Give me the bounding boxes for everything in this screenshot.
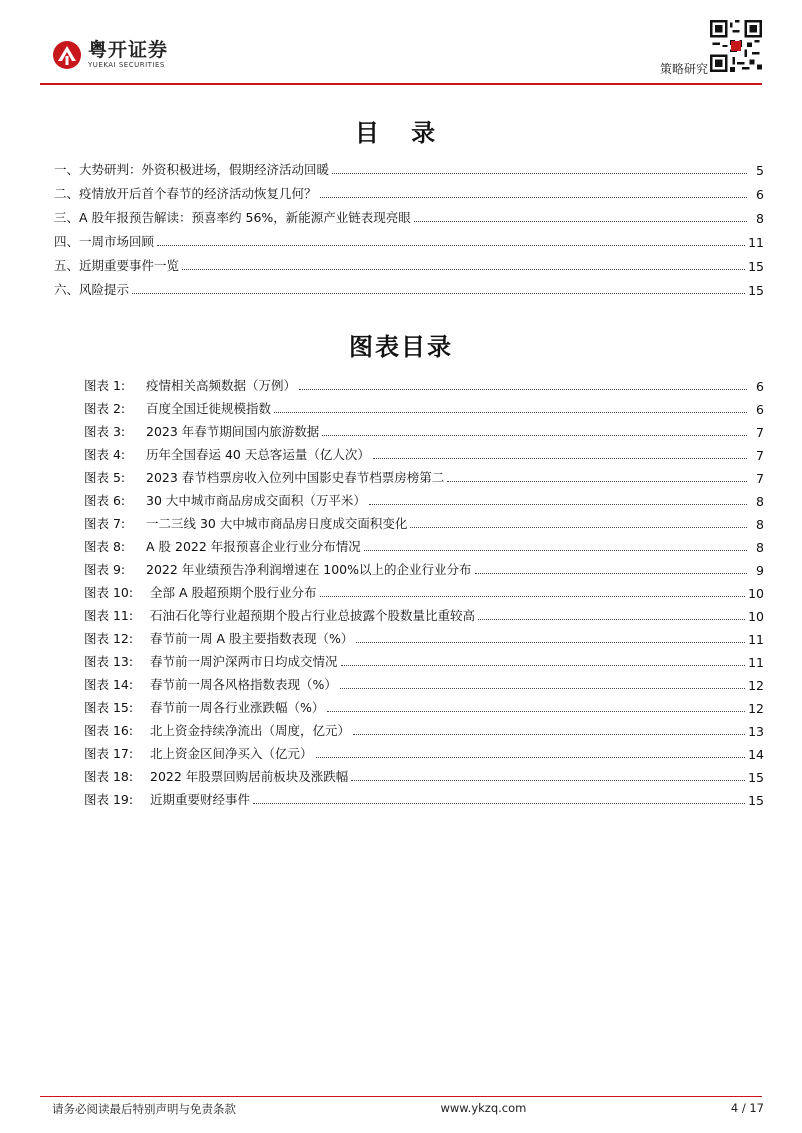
figure-text: 30 大中城市商品房成交面积（万平米）: [146, 493, 366, 508]
figure-entry[interactable]: [84, 486, 764, 509]
toc-title: 目 录: [354, 119, 448, 147]
page-footer: [52, 1101, 764, 1117]
figure-page: 11: [748, 655, 764, 670]
figure-entry[interactable]: [84, 624, 764, 647]
dot-leader: [351, 780, 745, 781]
figure-label: 图表 11:: [84, 608, 134, 623]
page-header: [0, 0, 802, 90]
figure-label: 图表 12:: [84, 631, 134, 646]
figure-label: 图表 6:: [84, 493, 126, 508]
figure-text: 春节前一周各行业涨跌幅（%）: [150, 700, 325, 715]
figure-label: 图表 13:: [84, 654, 134, 669]
figure-text: 一二三线 30 大中城市商品房日度成交面积变化: [146, 516, 408, 531]
figure-label: 图表 16:: [84, 723, 134, 738]
dot-leader: [447, 481, 747, 482]
figure-entry[interactable]: [84, 647, 764, 670]
figure-label: 图表 19:: [84, 792, 134, 807]
toc-entry-text: 三、A 股年报预告解读：预喜率约 56%，新能源产业链表现亮眼: [54, 210, 411, 225]
figure-label: 图表 8:: [84, 539, 126, 554]
figure-label: 图表 10:: [84, 585, 134, 600]
dot-leader: [132, 293, 745, 294]
toc-entry[interactable]: [54, 154, 764, 178]
toc-entry-page: 8: [756, 211, 764, 226]
toc-entry-text: 一、大势研判：外资积极进场，假期经济活动回暖: [54, 162, 330, 177]
dot-leader: [341, 665, 746, 666]
figure-text: 2023 春节档票房收入位列中国影史春节档票房榜第二: [146, 470, 445, 485]
figure-entry[interactable]: [84, 532, 764, 555]
figure-entry[interactable]: [84, 417, 764, 440]
figure-label: 图表 2:: [84, 401, 126, 416]
figure-text: 2022 年股票回购居前板块及涨跌幅: [150, 769, 349, 784]
dot-leader: [369, 504, 747, 505]
dot-leader: [316, 757, 746, 758]
section-tag: 策略研究: [659, 62, 708, 76]
figure-page: 8: [756, 540, 764, 555]
toc-entry-text: 四、一周市场回顾: [54, 234, 155, 249]
dot-leader: [356, 642, 745, 643]
dot-leader: [478, 619, 745, 620]
figure-page: 13: [748, 724, 764, 739]
figure-text: 石油石化等行业超预期个股占行业总披露个股数量比重较高: [150, 608, 476, 623]
figure-page: 7: [756, 471, 764, 486]
toc-entry-page: 5: [756, 163, 764, 178]
figure-text: 北上资金区间净买入（亿元）: [150, 746, 313, 761]
dot-leader: [327, 711, 745, 712]
figure-list: [84, 371, 764, 808]
dot-leader: [364, 550, 747, 551]
figure-page: 6: [756, 379, 764, 394]
figure-label: 图表 4:: [84, 447, 126, 462]
figure-entry[interactable]: [84, 785, 764, 808]
figure-text: 北上资金持续净流出（周度，亿元）: [150, 723, 351, 738]
figure-label: 图表 3:: [84, 424, 126, 439]
figure-page: 10: [748, 586, 764, 601]
figure-text: A 股 2022 年报预喜企业行业分布情况: [146, 539, 361, 554]
footer-page-number: 4 / 17: [730, 1101, 764, 1115]
dot-leader: [414, 221, 747, 222]
toc-entry[interactable]: [54, 250, 764, 274]
footer-disclaimer: 请务必阅读最后特别声明与免责条款: [52, 1102, 236, 1116]
dot-leader: [322, 435, 747, 436]
figure-list-title: 图表目录: [349, 333, 453, 361]
figure-entry[interactable]: [84, 693, 764, 716]
figure-text: 历年全国春运 40 天总客运量（亿人次）: [146, 447, 370, 462]
figure-label: 图表 14:: [84, 677, 134, 692]
figure-label: 图表 15:: [84, 700, 134, 715]
toc-entry-text: 五、近期重要事件一览: [54, 258, 180, 273]
figure-entry[interactable]: [84, 739, 764, 762]
figure-entry[interactable]: [84, 463, 764, 486]
figure-entry[interactable]: [84, 716, 764, 739]
figure-label: 图表 18:: [84, 769, 134, 784]
figure-text: 春节前一周沪深两市日均成交情况: [150, 654, 338, 669]
toc-entry-page: 15: [748, 259, 764, 274]
toc-entry-page: 6: [756, 187, 764, 202]
dot-leader: [353, 734, 745, 735]
toc-entry[interactable]: [54, 202, 764, 226]
figure-label: 图表 5:: [84, 470, 126, 485]
dot-leader: [253, 803, 745, 804]
brand-logo: [52, 40, 168, 70]
toc-entry-page: 11: [748, 235, 764, 250]
figure-text: 2022 年业绩预告净利润增速在 100%以上的企业行业分布: [146, 562, 472, 577]
figure-page: 7: [756, 448, 764, 463]
figure-page: 10: [748, 609, 764, 624]
figure-entry[interactable]: [84, 762, 764, 785]
figure-entry[interactable]: [84, 440, 764, 463]
figure-text: 春节前一周各风格指数表现（%）: [150, 677, 337, 692]
figure-label: 图表 9:: [84, 562, 126, 577]
figure-label: 图表 17:: [84, 746, 134, 761]
figure-entry[interactable]: [84, 394, 764, 417]
figure-entry[interactable]: [84, 670, 764, 693]
dot-leader: [157, 245, 745, 246]
figure-page: 11: [748, 632, 764, 647]
table-of-contents: [54, 154, 764, 298]
figure-page: 9: [756, 563, 764, 578]
figure-text: 春节前一周 A 股主要指数表现（%）: [150, 631, 354, 646]
figure-text: 全部 A 股超预期个股行业分布: [150, 585, 317, 600]
toc-entry-text: 二、疫情放开后首个春节的经济活动恢复几何？: [54, 186, 317, 201]
figure-text: 百度全国迁徙规模指数: [146, 401, 272, 416]
dot-leader: [274, 412, 747, 413]
footer-website[interactable]: www.ykzq.com: [440, 1101, 527, 1115]
dot-leader: [299, 389, 747, 390]
figure-entry[interactable]: [84, 555, 764, 578]
brand-name-en: YUEKAI SECURITIES: [88, 61, 165, 69]
figure-entry[interactable]: [84, 601, 764, 624]
dot-leader: [182, 269, 745, 270]
toc-entry-page: 15: [748, 283, 764, 298]
figure-label: 图表 1:: [84, 378, 126, 393]
figure-page: 7: [756, 425, 764, 440]
toc-entry[interactable]: [54, 226, 764, 250]
figure-page: 6: [756, 402, 764, 417]
qr-code-icon: [710, 20, 762, 72]
figure-entry[interactable]: [84, 371, 764, 394]
toc-entry-text: 六、风险提示: [54, 282, 130, 297]
dot-leader: [340, 688, 745, 689]
dot-leader: [410, 527, 747, 528]
dot-leader: [332, 173, 747, 174]
dot-leader: [475, 573, 748, 574]
dot-leader: [373, 458, 747, 459]
toc-entry[interactable]: [54, 178, 764, 202]
brand-logo-icon: [52, 40, 82, 70]
figure-entry[interactable]: [84, 578, 764, 601]
dot-leader: [320, 197, 747, 198]
figure-text: 疫情相关高频数据（万例）: [146, 378, 297, 393]
figure-label: 图表 7:: [84, 516, 126, 531]
brand-name-cn: 粤开证券: [88, 39, 169, 61]
header-divider: [40, 83, 762, 85]
toc-entry[interactable]: [54, 274, 764, 298]
figure-page: 12: [748, 701, 764, 716]
figure-entry[interactable]: [84, 509, 764, 532]
footer-divider: [40, 1096, 762, 1097]
figure-page: 14: [748, 747, 764, 762]
figure-page: 12: [748, 678, 764, 693]
figure-text: 近期重要财经事件: [150, 792, 251, 807]
figure-page: 15: [748, 770, 764, 785]
figure-page: 8: [756, 494, 764, 509]
figure-page: 8: [756, 517, 764, 532]
figure-page: 15: [748, 793, 764, 808]
dot-leader: [320, 596, 746, 597]
figure-text: 2023 年春节期间国内旅游数据: [146, 424, 320, 439]
